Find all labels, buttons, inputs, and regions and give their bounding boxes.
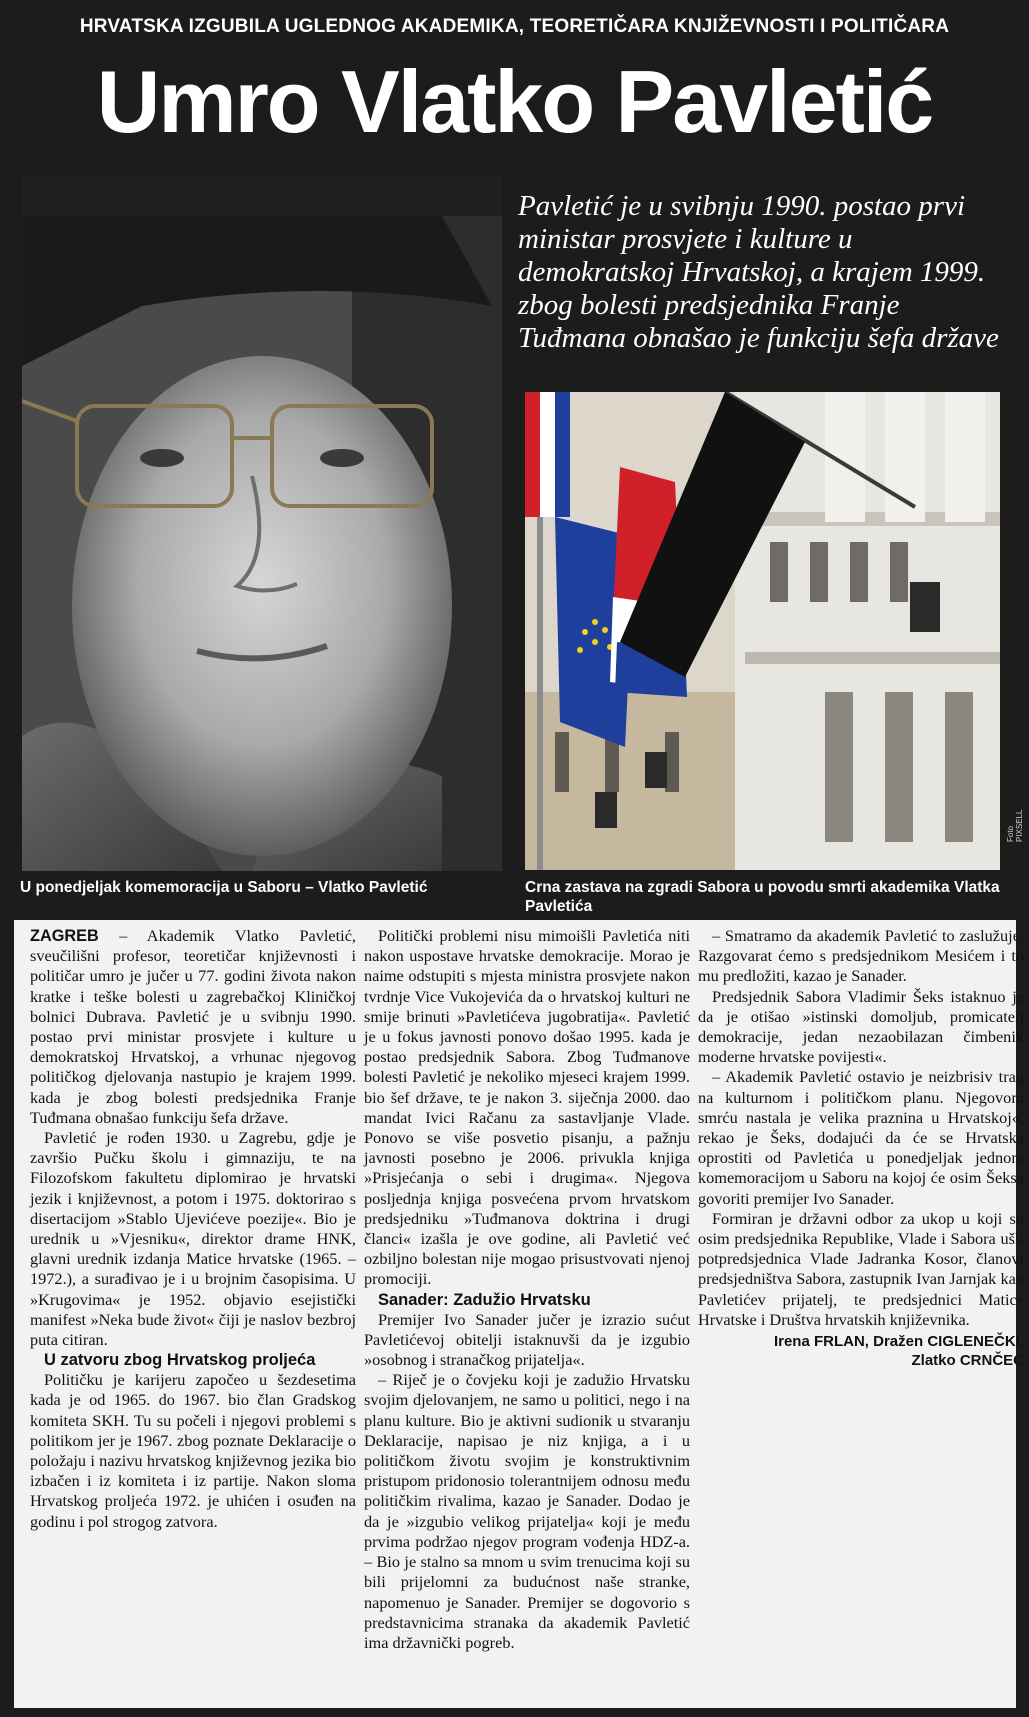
article-paragraph: – Smatramo da akademik Pavletić to zaslužuje. Razgovarat ćemo s predsjednikom Mesićem i to mu predložiti, kazao je Sanader. <box>698 926 1024 986</box>
byline-line-2: Zlatko CRNČEC <box>911 1352 1024 1370</box>
byline-line-1: Irena FRLAN, Dražen CIGLENEČKI, <box>773 1333 1024 1351</box>
article-column-3 <box>698 926 1024 1370</box>
subhead-prison: U zatvoru zbog Hrvatskog proljeća <box>44 1351 316 1370</box>
portrait-caption: U ponedjeljak komemoracija u Saboru – Vlatko Pavletić <box>20 879 428 896</box>
article-column-2 <box>364 926 690 1653</box>
article-column-1 <box>30 926 356 1532</box>
article-paragraph <box>30 926 356 1128</box>
article-paragraph: Premijer Ivo Sanader jučer je izrazio sućut Pavletićevoj obitelji istaknuvši da je izgubio »osobnog i stranačkog prijatelja«. <box>364 1309 690 1370</box>
subhead-sanader: Sanader: Zadužio Hrvatsku <box>378 1290 591 1309</box>
portrait-photo <box>22 176 502 871</box>
kicker: HRVATSKA IZGUBILA UGLEDNOG AKADEMIKA, TEORETIČARA KNJIŽEVNOSTI I POLITIČARA <box>79 16 950 37</box>
article-paragraph: Formiran je državni odbor za ukop u koji su osim predsjednika Republike, Vlade i Sabora ušli potpredsjednica Vlade Jadranka Kosor, članovi predsjedništva Sabora, zastupnik Ivan Jarnjak kao Pavletićev prijatelj, te predsjednici Matice Hrvatske i Društva hrvatskih književnika. <box>698 1208 1024 1329</box>
flags-photo <box>525 392 1000 870</box>
headline: Umro Vlatko Pavletić <box>96 52 933 151</box>
byline <box>698 1332 1024 1370</box>
article-paragraph: Predsjednik Sabora Vladimir Šeks istaknuo je da je otišao »istinski domoljub, promicatelj demokracije, jedan nezaobilazan čimbenik moderne hrvatske povijesti«. <box>698 986 1024 1067</box>
dateline: ZAGREB <box>30 927 99 945</box>
article-paragraph: Pavletić je rođen 1930. u Zagrebu, gdje je završio Pučku školu i gimnaziju, te na Filozofskom fakultetu diplomirao je hrvatski jezik i književnost, a potom i 1975. doktorirao s disertacijom »Stablo Ujevićeve poezije«. Bio je urednik u »Vjesniku«, direktor drame HNK, glavni urednik izdanja Matice hrvatske (1965. – 1972.), a surađivao je i u brojnim časopisima. U »Krugovima« je 1952. objavio esejistički manifest »Neka bude život« čiji je naslov bezbroj puta citiran. <box>30 1128 356 1350</box>
deck-text: Pavletić je u svibnju 1990. postao prvi ministar prosvjete i kulture u demokratskoj Hrvatskoj, a krajem 1999. zbog bolesti predsjednika Franje Tuđmana obnašao je funkciju šefa države <box>518 190 999 354</box>
flags-caption: Crna zastava na zgradi Sabora u povodu smrti akademika Vlatka Pavletića <box>525 879 1000 915</box>
portrait-illustration <box>22 176 502 871</box>
article-paragraph: – Riječ je o čovjeku koji je zadužio Hrvatsku svojim djelovanjem, ne samo u politici, nego i na planu kulture. Bio je aktivni sudionik u stvaranju Deklaracije, napisao je niz knjiga, a i u političkom životu svojim je konstruktivnim pristupom pridonosio tolerantnijem odnosu među političkim rivalima, kazao je Sanader. Dodao je da je »izgubio velikog prijatelja« koji je među prvima podržao njegov program vođenja HDZ-a. – Bio je stalno sa mnom u svim trenucima koji su bili prijelomni za budućnost naše stranke, napomenuo je Sanader. Premijer se dogovorio s predstavnicima stranaka da akademik Pavletić ima državnički pogreb. <box>364 1370 690 1652</box>
article-paragraph: Politički problemi nisu mimoišli Pavletića niti nakon uspostave hrvatske demokracije. Morao je naime odstupiti s mjesta ministra prosvjete nakon tvrdnje Vice Vukojevića da o hrvatskoj kulturi ne smije brinuti »Pavletićeva jugobratija«. Pavletić je u fokus javnosti ponovo došao 1995. kada je postao predsjednik Sabora. Zbog Tuđmanove bolesti Pavletić je nekoliko mjeseci krajem 1999. bio šef države, te je nakon 3. siječnja 2000. dao mandat Ivici Račanu za sastavljanje Vlade. Ponovo se više posvetio pisanju, a pažnju javnosti posebno je 2006. privukla knjiga »Prisjećanja o sebi i drugima«. Njegova posljednja knjiga posvećena prvom hrvatskom predsjedniku »Tuđmanova doktrina i drugi članci« izašla je ove godine, ali Pavletić već ozbiljno bolestan nije mogao prisustvovati njenoj promociji. <box>364 926 690 1289</box>
article-body <box>14 920 1024 1708</box>
lead-text: – Akademik Vlatko Pavletić, sveučilišni profesor, teoretičar književnosti i političar umro je jučer u 77. godini života nakon kratke i teške bolesti u zagrebačkoj Kliničkoj bolnici Dubrava. Pavletić je u svibnju 1990. postao prvi ministar prosvjete i kulture u demokratskoj Hrvatskoj, a vrhunac njegovog političkog djelovanja nastupio je krajem 1999. kada je zbog bolesti predsjednika Franje Tuđmana obnašao funkciju šefa države. <box>30 926 356 1127</box>
photo-credit: Foto PIXSELL <box>1006 809 1024 842</box>
article-paragraph: – Akademik Pavletić ostavio je neizbrisiv trag na kulturnom i političkom planu. Njegovom smrću nastala je velika praznina u Hrvatskoj«, rekao je Šeks, dodajući da će se Hrvatska oprostiti od Pavletića u ponedjeljak jednom komemoracijom u Saboru na kojoj će osim Šeksa govoriti premijer Ivo Sanader. <box>698 1067 1024 1208</box>
flags-illustration <box>525 392 1000 870</box>
article-paragraph: Političku je karijeru započeo u šezdesetima kada je od 1965. do 1967. bio član Gradskog komiteta SKH. Tu su počeli i njegovi problemi s politikom jer je 1967. zbog poznate Deklaracije o položaju i nazivu hrvatskog književnog jezika bio izbačen i iz komiteta i iz partije. Nakon sloma Hrvatskog proljeća 1972. je uhićen i osuđen na godinu i pol strogog zatvora. <box>30 1370 356 1531</box>
